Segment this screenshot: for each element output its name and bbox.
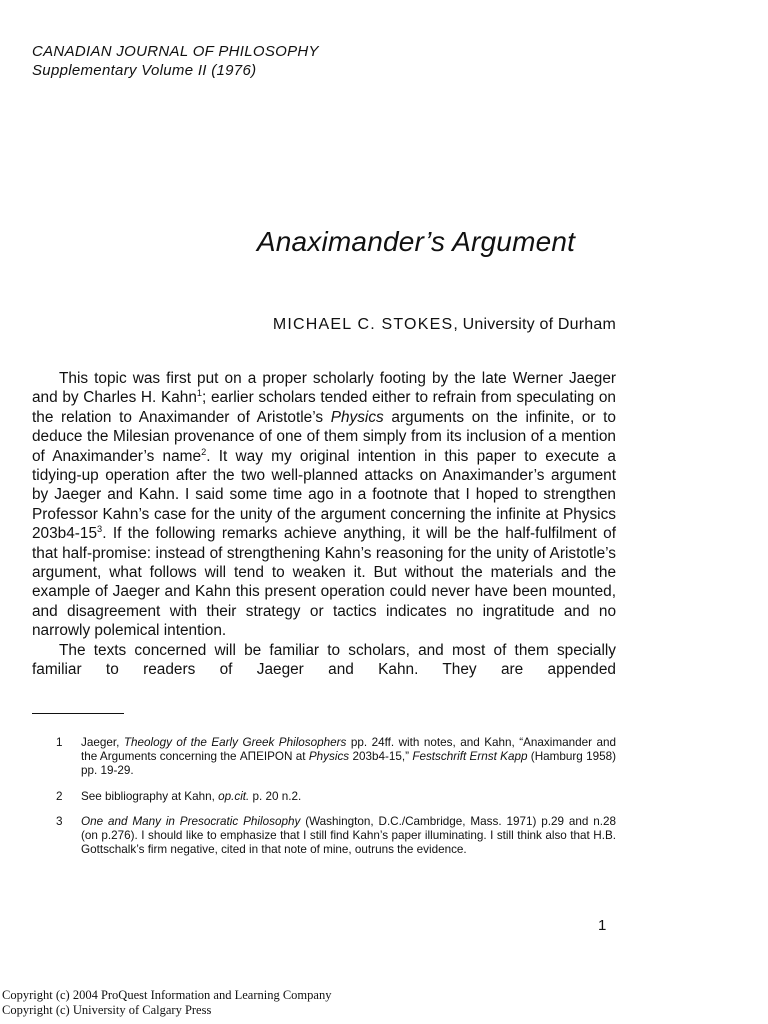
article-title: Anaximander’s Argument bbox=[256, 226, 576, 257]
article-body bbox=[32, 369, 616, 680]
footnote bbox=[56, 790, 616, 804]
fn-run: (Hamburg 1958) pp. 19-29. bbox=[81, 750, 616, 778]
fn-run: pp. 24ff. with notes, and Kahn, “Anaximander and the Arguments concerning the ΑΠΕΙΡΟΝ at bbox=[81, 736, 616, 764]
fn-run: p. 20 n.2. bbox=[249, 789, 302, 803]
fn-run: See bibliography at Kahn, bbox=[81, 789, 219, 803]
footnotes bbox=[56, 736, 616, 868]
fn-italic: Physics bbox=[308, 750, 350, 764]
footnote-text bbox=[81, 736, 616, 779]
body-text-run: ; earlier scholars tended either to refrain from speculating on the relation to Anaximander of Aristotle’s bbox=[32, 389, 616, 426]
footnote-number: 1 bbox=[56, 736, 63, 749]
footnote-number: 2 bbox=[56, 789, 63, 803]
footnote-text bbox=[81, 790, 616, 804]
page-number: 1 bbox=[598, 917, 607, 934]
footnote-divider bbox=[32, 713, 124, 714]
copyright-line: Copyright (c) University of Calgary Press bbox=[2, 1003, 212, 1017]
body-text-run: . It way my original intention in this paper to execute a tidying-up operation after the two well-planned attacks on Anaximander’s argument by Jaeger and Kahn. I said some time ago in a footnote that I hoped to strengthen Professor Kahn’s case for the unity of the argument concerning the infinite at Physics 203b4-15 bbox=[32, 447, 616, 543]
body-paragraph: The texts concerned will be familiar to scholars, and most of them specially familiar to readers of Jaeger and Kahn. They are appended bbox=[32, 641, 616, 679]
footnote-number: 3 bbox=[56, 814, 63, 828]
footnote-ref: 1 bbox=[196, 388, 203, 399]
journal-volume: Supplementary Volume II (1976) bbox=[32, 62, 257, 79]
footnote-ref: 3 bbox=[97, 524, 103, 535]
footnote bbox=[56, 815, 616, 858]
byline bbox=[273, 316, 616, 334]
body-text-run: arguments on the infinite, or to deduce the Milesian provenance of one of them simply from its inclusion of a mention of Anaximander’s name bbox=[32, 408, 616, 465]
body-text-italic: Physics bbox=[330, 408, 384, 426]
fn-italic: Theology of the Early Greek Philosophers bbox=[123, 736, 347, 749]
fn-run: (Washington, D.C./Cambridge, Mass. 1971) p.29 and n.28 (on p.276). I should like to emphasize that I still find Kahn’s paper illuminating. I still think also that H.B. Gottschalk’s firm negative, cited in that note of mine, outruns the evidence. bbox=[81, 814, 616, 857]
fn-italic: op.cit. bbox=[218, 789, 250, 803]
fn-run: 203b4-15,” bbox=[349, 750, 413, 764]
footnote bbox=[56, 736, 616, 779]
footnote-text bbox=[81, 815, 616, 858]
fn-italic: One and Many in Presocratic Philosophy bbox=[81, 814, 301, 828]
body-text-run: . If the following remarks achieve anything, it will be the half-fulfilment of that half-promise: instead of strengthening Kahn’s reasoning for the unity of Aristotle’s argument, what follows will tend to weaken it. But without the materials and the example of Jaeger and Kahn this present operation could never have been mounted, and disagreement with their strategy or tactics indicates no ingratitude and no narrowly polemical intention. bbox=[32, 525, 616, 640]
body-text-run: This topic was first put on a proper scholarly footing by the late Werner Jaeger and by Charles H. Kahn bbox=[32, 370, 616, 407]
copyright-line: Copyright (c) 2004 ProQuest Information and Learning Company bbox=[2, 988, 332, 1002]
footnote-ref: 2 bbox=[201, 446, 207, 457]
author-name: MICHAEL C. STOKES bbox=[272, 316, 454, 333]
fn-italic: Festschrift Ernst Kapp bbox=[412, 750, 528, 764]
body-paragraph bbox=[32, 369, 616, 641]
fn-run: Jaeger, bbox=[81, 736, 124, 749]
author-affiliation: , University of Durham bbox=[453, 316, 616, 333]
journal-name: CANADIAN JOURNAL OF PHILOSOPHY bbox=[32, 43, 319, 60]
